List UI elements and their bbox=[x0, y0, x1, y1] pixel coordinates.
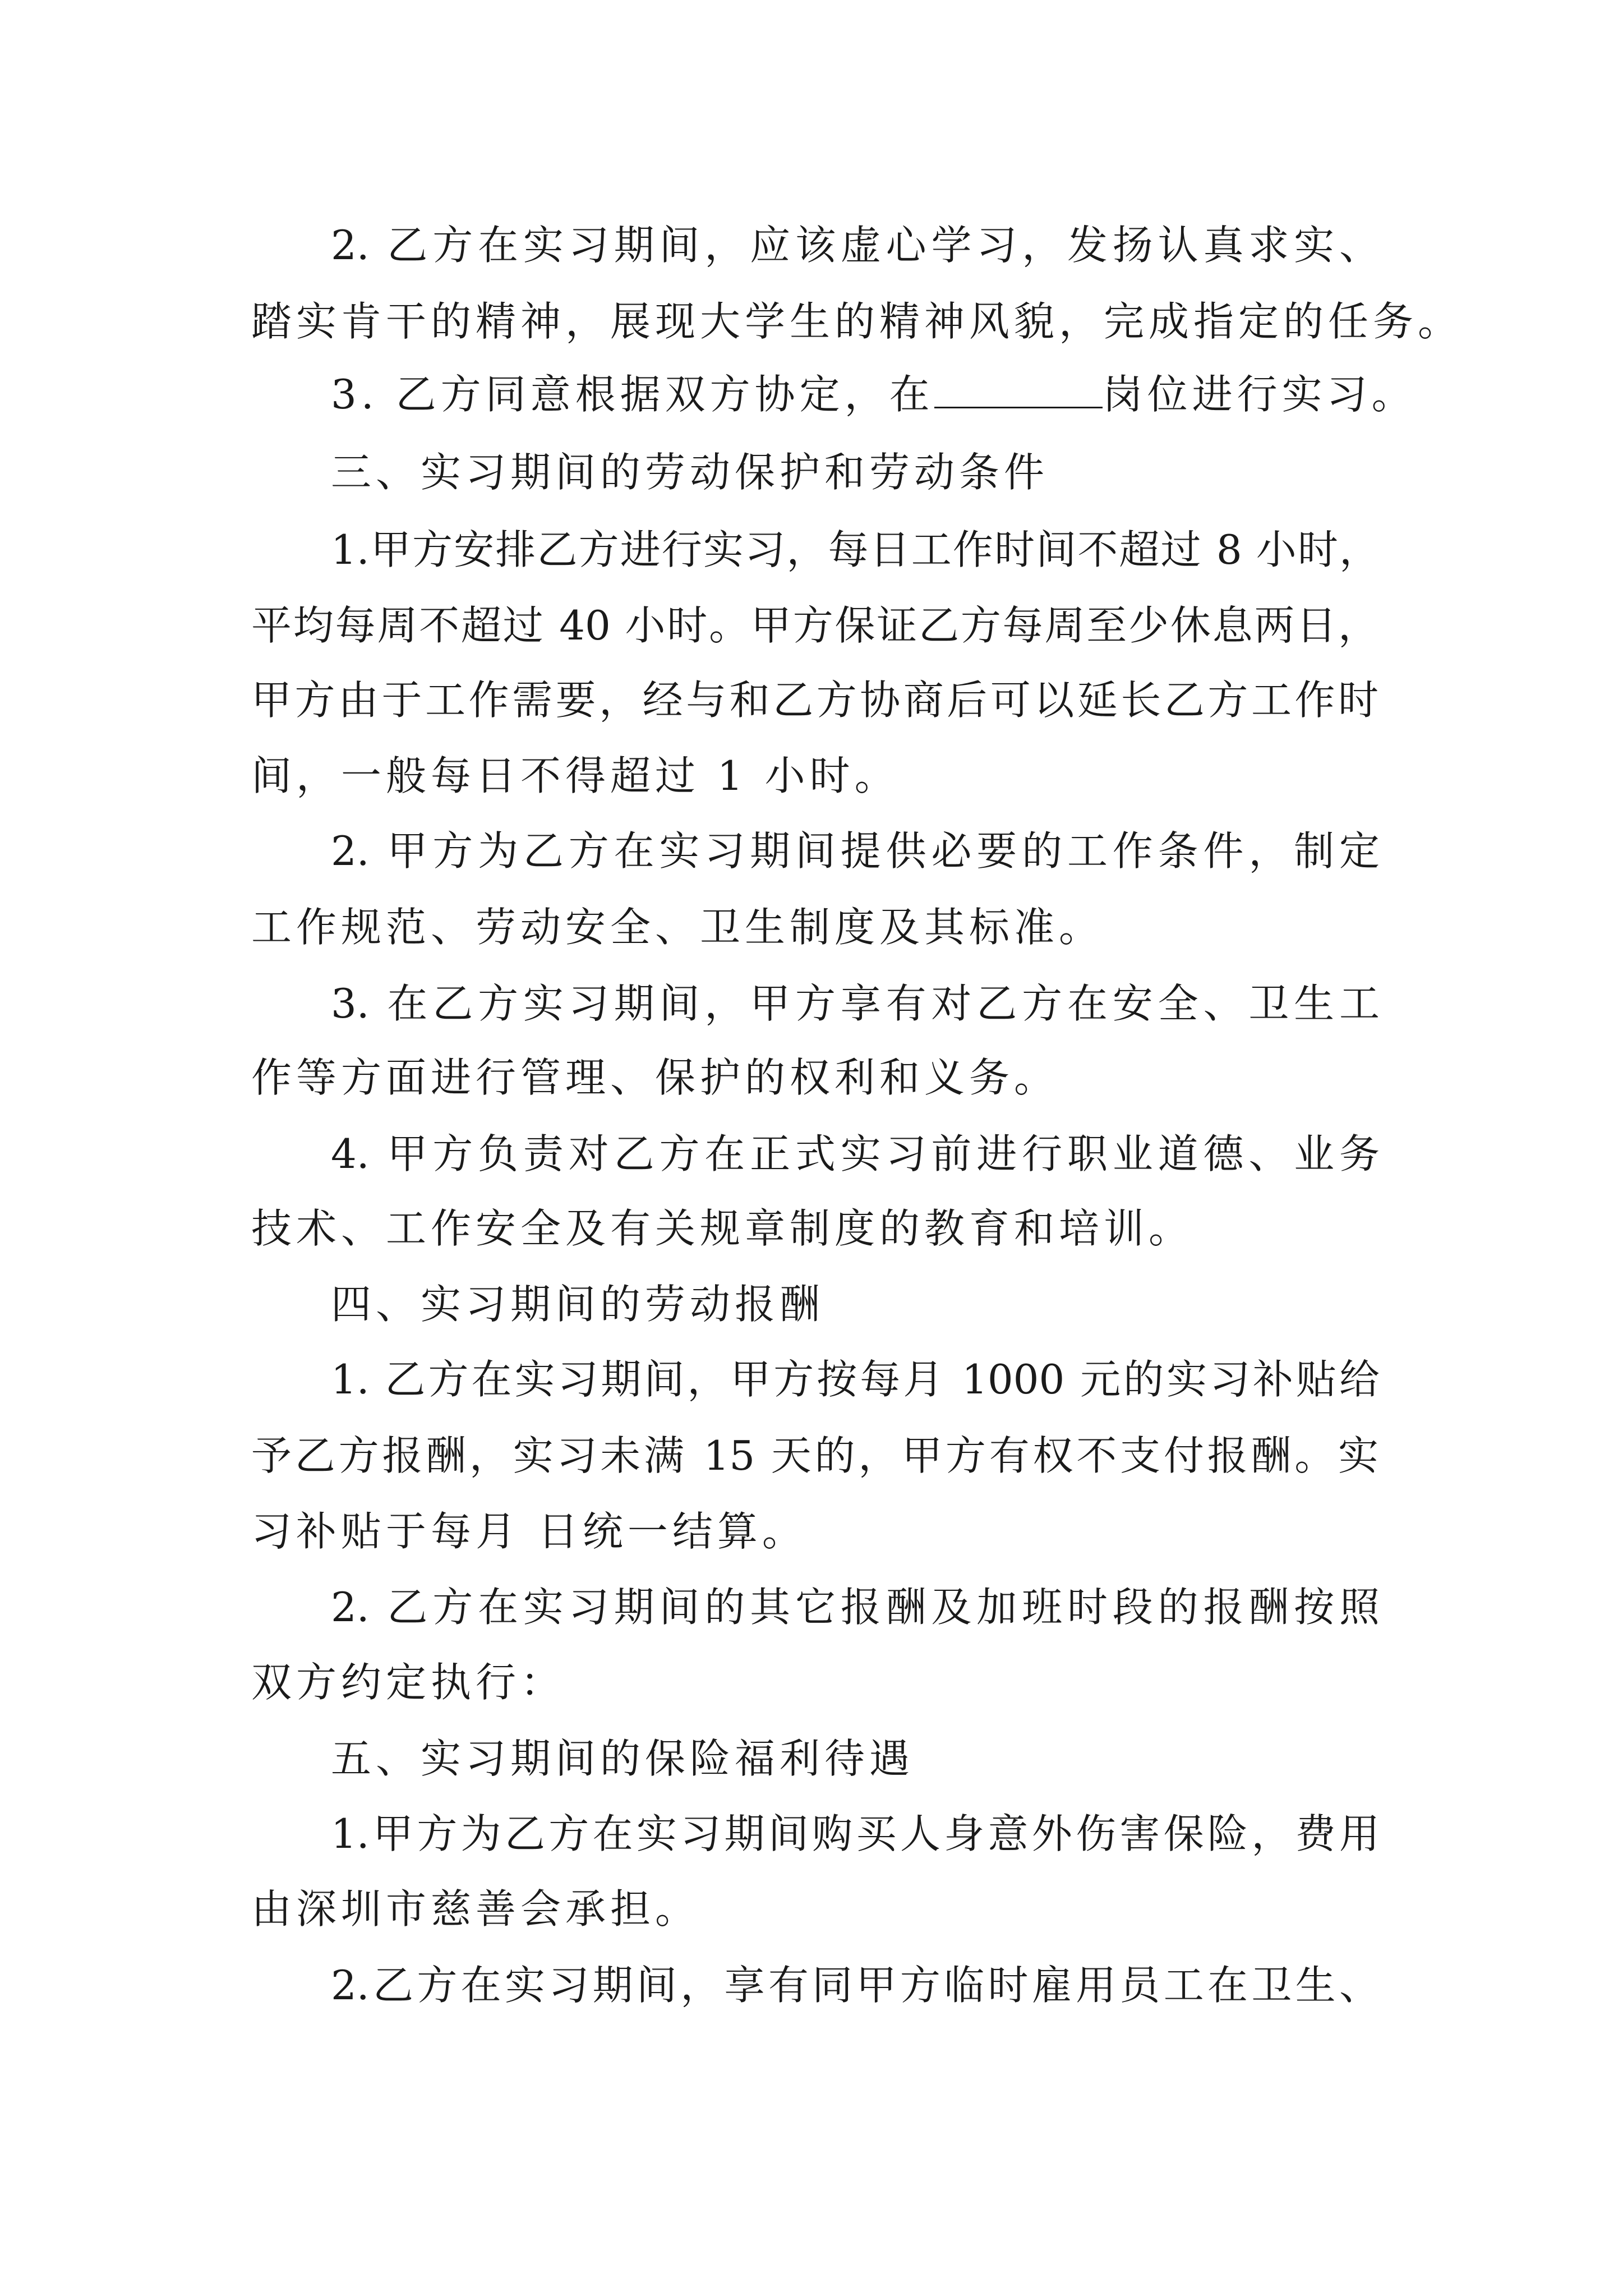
paragraph-line: 4. 甲方负责对乙方在正式实习前进行职业道德、业务 bbox=[331, 1130, 1380, 1177]
section-heading: 四、实习期间的劳动报酬 bbox=[331, 1281, 825, 1328]
paragraph-line: 3. 在乙方实习期间，甲方享有对乙方在安全、卫生工 bbox=[331, 980, 1380, 1027]
paragraph-line: 1. 乙方在实习期间，甲方按每月 1000 元的实习补贴给 bbox=[331, 1356, 1380, 1403]
paragraph-line: 2. 甲方为乙方在实习期间提供必要的工作条件，制定 bbox=[331, 827, 1380, 875]
paragraph-line: 1.甲方安排乙方进行实习，每日工作时间不超过 8 小时， bbox=[331, 526, 1380, 573]
paragraph-line: 2. 乙方在实习期间的其它报酬及加班时段的报酬按照 bbox=[331, 1584, 1380, 1631]
paragraph-line: 工作规范、劳动安全、卫生制度及其标准。 bbox=[251, 904, 1104, 951]
paragraph-line: 踏实肯干的精神，展现大学生的精神风貌，完成指定的任务。 bbox=[251, 298, 1463, 345]
paragraph-line: 3. 乙方同意根据双方协定，在 岗位进行实习。 bbox=[331, 371, 1417, 418]
paragraph-line: 技术、工作安全及有关规章制度的教育和培训。 bbox=[251, 1205, 1194, 1252]
section-heading: 三、实习期间的劳动保护和劳动条件 bbox=[331, 449, 1049, 496]
fill-in-blank bbox=[934, 374, 1103, 408]
paragraph-line: 由深圳市慈善会承担。 bbox=[251, 1885, 700, 1932]
paragraph-line: 2. 乙方在实习期间，应该虚心学习，发扬认真求实、 bbox=[331, 222, 1380, 269]
paragraph-line: 双方约定执行： bbox=[251, 1659, 566, 1706]
paragraph-line: 予乙方报酬，实习未满 15 天的，甲方有权不支付报酬。实 bbox=[251, 1432, 1378, 1479]
paragraph-line: 2.乙方在实习期间，享有同甲方临时雇用员工在卫生、 bbox=[331, 1962, 1380, 2009]
paragraph-line: 平均每周不超过 40 小时。甲方保证乙方每周至少休息两日， bbox=[251, 602, 1378, 649]
paragraph-line: 作等方面进行管理、保护的权利和义务。 bbox=[251, 1054, 1059, 1101]
paragraph-line: 习补贴于每月 日统一结算。 bbox=[251, 1508, 807, 1555]
section-heading: 五、实习期间的保险福利待遇 bbox=[331, 1735, 915, 1782]
paragraph-line: 1.甲方为乙方在实习期间购买人身意外伤害保险，费用 bbox=[331, 1810, 1380, 1857]
paragraph-line: 甲方由于工作需要，经与和乙方协商后可以延长乙方工作时 bbox=[251, 677, 1378, 724]
paragraph-line: 间，一般每日不得超过 1 小时。 bbox=[251, 752, 900, 799]
